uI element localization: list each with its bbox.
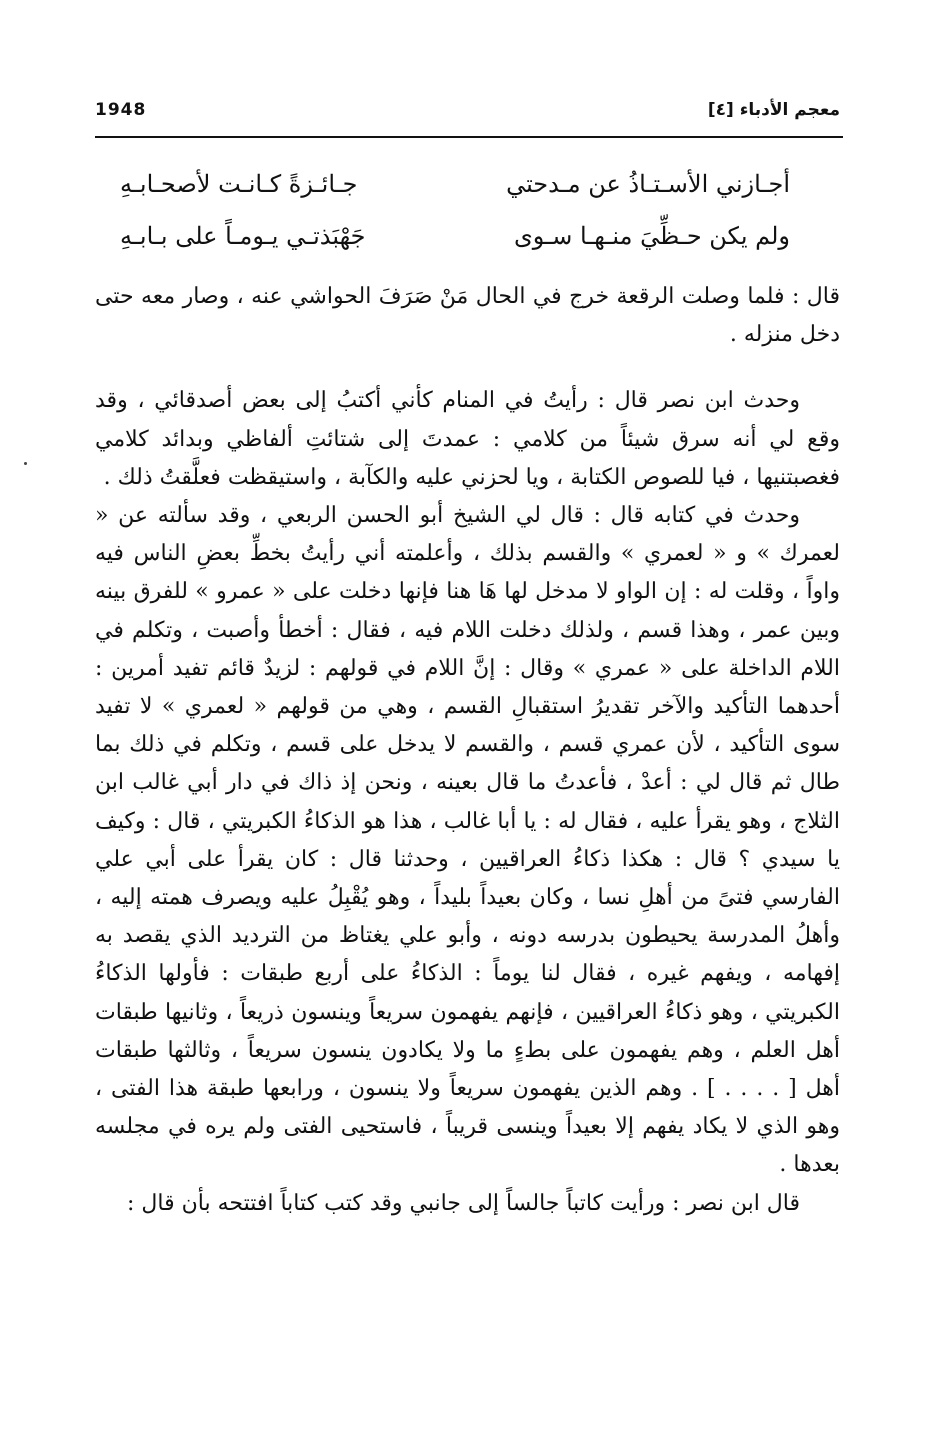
header-rule xyxy=(95,136,843,138)
body-text xyxy=(95,278,840,1223)
page-header xyxy=(95,100,840,132)
page-number: 1948 xyxy=(95,100,147,120)
paragraph: قال : فلما وصلت الرقعة خرج في الحال مَنْ صَرَفَ الحواشي عنه ، وصار معه حتى دخل منزله . xyxy=(95,284,840,348)
poem xyxy=(120,170,790,274)
paragraph: وحدث ابن نصر قال : رأيتُ في المنام كأني أكتبُ إلى بعض أصدقائي ، وقد وقع لي أنه سرق شيئاً من كلامي : عمدتَ إلى شتائتِ ألفاظي وبدائد كلامي فغصبتنيها ، فيا للصوص الكتابة ، ويا لحزني عليه والكآبة ، واستيقظت فعلَّقتُ ذلك . xyxy=(95,388,840,490)
running-title: معجم الأدباء [٤] xyxy=(707,100,840,120)
verse xyxy=(120,170,790,222)
margin-speck xyxy=(24,462,27,465)
hemistich-second: جَهْبَذتـي يـومـاً على بـابـهِ xyxy=(120,222,366,250)
paragraph: قال ابن نصر : ورأيت كاتباً جالساً إلى جانبي وقد كتب كتاباً افتتحه بأن قال : xyxy=(127,1190,800,1216)
hemistich-first: ولم يكن حـظِّيَ منـهـا سـوى xyxy=(513,222,790,250)
hemistich-first: أجـازني الأسـتـاذُ عن مـدحتي xyxy=(506,170,790,198)
paragraph-gap xyxy=(95,354,840,382)
verse xyxy=(120,222,790,274)
paragraph: وحدث في كتابه قال : قال لي الشيخ أبو الحسن الربعي ، وقد سألته عن « لعمرك » و « لعمري » والقسم بذلك ، وأعلمته أني رأيتُ بخطِّ بعضِ الناس فيه واواً ، وقلت له : إن الواو لا مدخل لها هَا هنا فإنها دخلت على « عمرو » للفرق بينه وبين عمر ، وهذا قسم ، ولذلك دخلت اللام فيه ، فقال : أخطأ وأصبت ، وتكلم في اللام الداخلة على « عمري » وقال : إنَّ اللام في قولهم : لزيدٌ قائم تفيد أمرين : أحدهما التأكيد والآخر تقديرُ استقبالِ القسم ، وهي من قولهم « لعمري » لا تفيد سوى التأكيد ، لأن عمري قسم ، والقسم لا يدخل على قسم ، وتكلم في ذلك بما طال ثم قال لي : أعدْ ، فأعدتُ ما قال بعينه ، ونحن إذ ذاك في دار أبي غالب ابن الثلاج ، وهو يقرأ عليه ، فقال له : يا أبا غالب ، هذا هو الذكاءُ الكبريتي ، قال : وكيف يا سيدي ؟ قال : هكذا ذكاءُ العراقيين ، وحدثنا قال : كان يقرأ على أبي علي الفارسي فتىً من أهلِ نسا ، وكان بعيداً بليداً ، وهو يُقْبِلُ عليه ويصرف همته إليه ، وأهلُ المدرسة يحيطون بدرسه دونه ، وأبو علي يغتاظ من الترديد الذي يقصد به إفهامه ، ويفهم غيره ، فقال لنا يوماً : الذكاءُ على أربع طبقات : فأولها الذكاءُ الكبريتي ، وهو ذكاءُ العراقيين ، فإنهم يفهمون سريعاً وينسون ذريعاً ، وثانيها طبقات أهل العلم ، وهم يفهمون على بطءٍ ما ولا يكادون ينسون سريعاً ، وثالثها طبقات أهل [ . . . . ] . وهم الذين يفهمون سريعاً ولا ينسون ، ورابعها طبقة هذا الفتى ، وهو الذي لا يكاد يفهم إلا بعيداً وينسى قريباً ، فاستحيى الفتى ولم يره في مجلسه بعدها . xyxy=(95,503,840,1178)
hemistich-second: جـائـزةً كـانـت لأصحـابـهِ xyxy=(120,170,358,198)
